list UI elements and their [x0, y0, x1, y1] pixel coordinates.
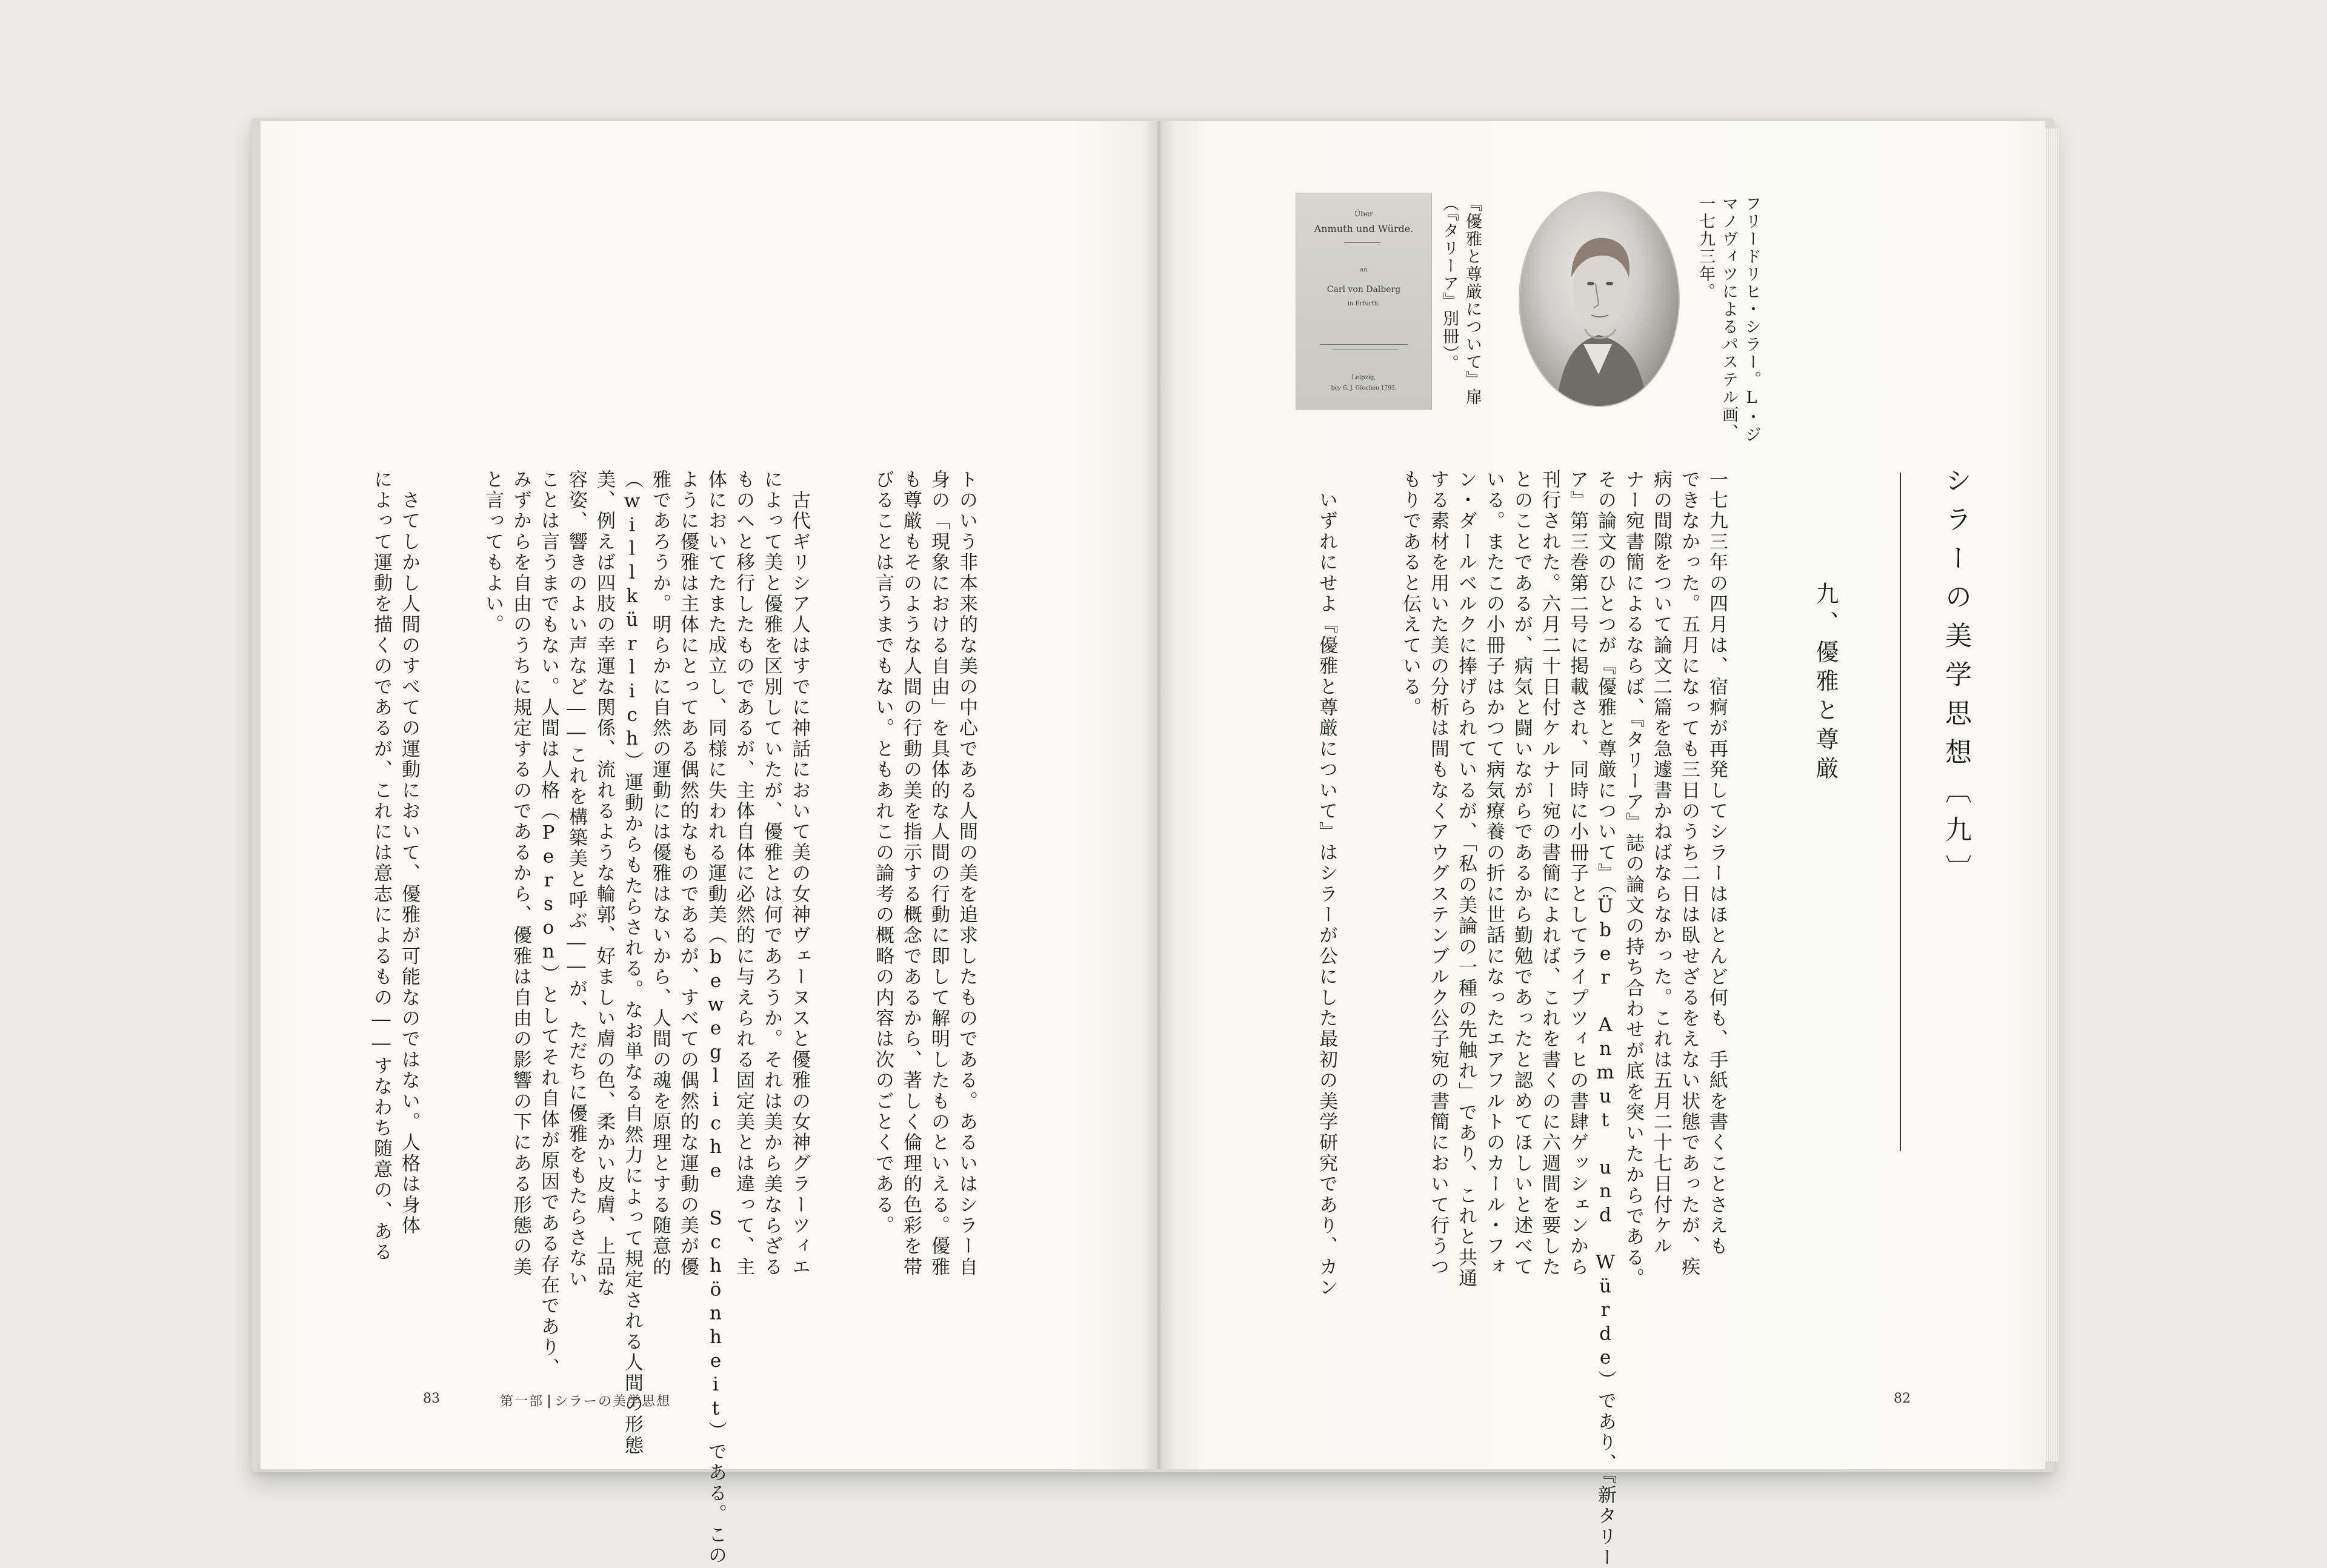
left-footer-runner: [500, 1391, 671, 1410]
title-rule: [1900, 473, 1901, 1151]
running-title: シラーの美学思想〔九〕: [1940, 467, 1971, 893]
book-gutter: [1142, 121, 1176, 1469]
portrait-drawing: [1520, 193, 1679, 406]
cover-text-line6: Leipzig,: [1351, 374, 1376, 381]
footer-title: シラーの美学思想: [554, 1394, 671, 1409]
right-page-number: 82: [1894, 1391, 1911, 1406]
right-body-text: [1285, 470, 1786, 1330]
schiller-portrait-image: [1520, 193, 1679, 406]
cover-rule: [1320, 344, 1408, 345]
footer-part: 第一部: [500, 1394, 544, 1409]
right-paragraph-1: 一七九三年の四月は、宿痾が再発してシラーはほとんど何も、手紙を書くことさえも できなかった。五月になっても三日のうち二日は臥せざるをえない状態であったが、疾 病の間隙をついて論文二篇を急遽書かねばならなかった。これは五月二十七日付ケル ナー宛書簡によるならば、『タリーア』誌の論文の持ち合わせが底を突いたからである。 その論文のひとつが『優雅と尊厳について』（Über Anmut und ア』第三巻第二号に掲載され、同時に小冊子としてライプツィヒの書肆ゲッシェンから 刊行された。六月二十日付ケルナー宛の書簡によれば、これを書くのに六週間を要した とのことであるが、病気と闘いながらであるから勤勉であったと認めてほしいと述べて いる。またこの小冊子はかつて病気療養の折に世話になったエアフルトのカール・フォ ン・ダールベルクに捧げられているが、「私の美論の一種の先触れ」であり、これと共通 する素材を用いた美の分析は間もなくアウグステンブルク公子宛の書簡において行うつ もりであると伝えている。: [1399, 470, 1728, 1289]
portrait-caption: フリードリヒ・シラー。L・ジ マノヴィツによるパステル画、 一七九三年。: [1696, 195, 1761, 443]
page-edge: [2045, 128, 2059, 1461]
cover-text-line4: Carl von Dalberg: [1327, 285, 1401, 294]
footer-separator: [548, 1395, 550, 1408]
cover-text-line1: Über: [1354, 210, 1373, 218]
section-title: 九、優雅と尊厳: [1812, 582, 1839, 785]
cover-caption: 『優雅と尊厳について』扉 （『タリーア』別冊）。: [1440, 195, 1482, 406]
left-paragraph-1: トのいう非本来的な美の中心である人間の美を追求したものである。あるいはシラー自 身の「現象における自由」を具体的な人間の行動に即して解明したものといえる。優雅 も尊厳もそのような人間の行動の美を指示する概念であるから、著しく倫理的色彩を帯 びることは言うまでもない。ともあれこの論考の概略の内容は次のごとくである。: [872, 470, 977, 1278]
left-paragraph-2: 古代ギリシア人はすでに神話において美の女神ヴェーヌスと優雅の女神グラーツィエ によって美と優雅を区別していたが、優雅とは何であろうか。それは美から美ならざる ものへと移行したものであるが、主体自体に必然的に与えられる固定美とは違って、主 体においてたまた成立し、同様に失われる運動美（bewegliche ように優雅は主体にとってある偶然的なものであるが、すべての偶然的な運動の美が優 雅であろうか。明らかに自然の運動には優雅はないから、人間の魂を原理とする随意的 （willkürlich）運動からもたらされる。なお単なる自然力によって規定される人間の形態 美、例えば四肢の幸運な関係、流れるような輪郭、好ましい膚の色、柔かい皮膚、上品な 容姿、響きのよい声など――これを構築美と呼ぶ――が、ただちに優雅をもたらさない ことは言うまでもない。人間は人格（Person）としてそれ自体が原因である存在であり、 みずからを自由のうちに規定するのであるから、優雅は自由の影響の下にある形態の美 と言ってもよい。: [482, 470, 810, 1457]
cover-rule: [1332, 349, 1399, 350]
left-paragraph-3: さてしかし人間のすべての運動において、優雅が可能なのではない。人格は身体 によって運動を描くのであるが、これには意志によるもの――すなわち随意の、ある: [370, 470, 420, 1263]
cover-rule: [1344, 242, 1380, 243]
cover-text-line7: bey G. J. Göschen 1793.: [1331, 385, 1397, 391]
right-paragraph-2: いずれにせよ『優雅と尊厳について』はシラーが公にした最初の美学研究であり、カン: [1316, 470, 1337, 1298]
left-page-number: 83: [423, 1391, 440, 1406]
cover-text-line2: Anmuth und Würde.: [1314, 223, 1414, 234]
cover-text-line5: in Erfurth.: [1347, 301, 1380, 307]
cover-text-line3: an: [1360, 267, 1368, 273]
book-cover-image: [1296, 193, 1432, 410]
